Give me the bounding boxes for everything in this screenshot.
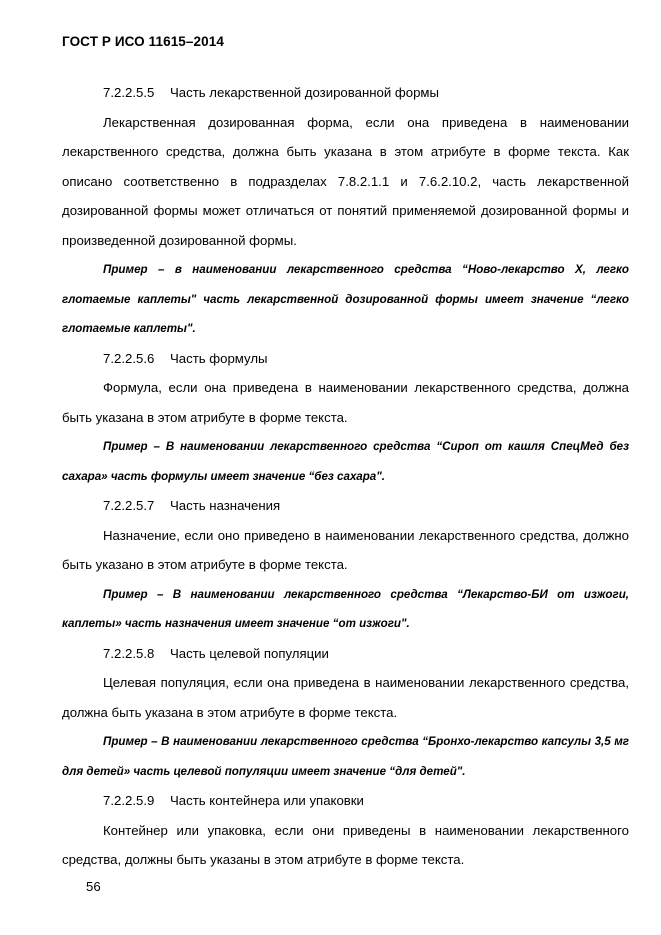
- page-number: 56: [86, 879, 101, 894]
- section-heading: [62, 491, 629, 521]
- section-title: Часть назначения: [170, 498, 281, 513]
- example-note: Пример – в наименовании лекарственного средства “Ново-лекарство X, легко глотаемые каплеты" часть лекарственной дозированной формы имеет значение “легко глотаемые каплеты".: [62, 263, 629, 335]
- section-title: Часть контейнера или упаковки: [170, 793, 364, 808]
- section-number: 7.2.2.5.5: [103, 85, 155, 100]
- section-paragraph: Целевая популяция, если она приведена в наименовании лекарственного средства, должна быть указана в этом атрибуте в форме текста.: [62, 675, 629, 720]
- document-header: ГОСТ Р ИСО 11615–2014: [62, 34, 224, 49]
- example-note: Пример – В наименовании лекарственного средства “Бронхо-лекарство капсулы 3,5 мг для детей» часть целевой популяции имеет значение “для детей".: [62, 735, 629, 778]
- section-heading: [62, 344, 629, 374]
- section-paragraph: Лекарственная дозированная форма, если она приведена в наименовании лекарственного средства, должна быть указана в этом атрибуте в форме текста. Как описано соответственно в подразделах 7.8.2.1.1 и 7.6.2.10.2, часть лекарственной дозированной формы может отличаться от понятий применяемой дозированной формы и произведенной дозированной формы.: [62, 114, 629, 248]
- section-heading: [62, 786, 629, 816]
- section-title: Часть лекарственной дозированной формы: [170, 85, 439, 100]
- section-heading: [62, 639, 629, 669]
- section-heading: [62, 78, 629, 108]
- section-number: 7.2.2.5.6: [103, 350, 155, 366]
- section-title: Часть формулы: [170, 350, 268, 366]
- section-number: 7.2.2.5.8: [103, 645, 155, 661]
- example-note: Пример – В наименовании лекарственного средства “Сироп от кашля СпецМед без сахара» часть формулы имеет значение “без сахара".: [62, 440, 629, 483]
- section-paragraph: Назначение, если оно приведено в наименовании лекарственного средства, должно быть указано в этом атрибуте в форме текста.: [62, 527, 629, 572]
- section-paragraph: Формула, если она приведена в наименовании лекарственного средства, должна быть указана в этом атрибуте в форме текста.: [62, 380, 629, 425]
- document-body: [62, 78, 629, 875]
- section-number: 7.2.2.5.7: [103, 498, 155, 513]
- section-title: Часть целевой популяции: [170, 645, 329, 661]
- section-number: 7.2.2.5.9: [103, 793, 155, 808]
- section-paragraph: Контейнер или упаковка, если они приведены в наименовании лекарственного средства, должны быть указаны в этом атрибуте в форме текста.: [62, 822, 629, 867]
- example-note: Пример – В наименовании лекарственного средства “Лекарство-БИ от изжоги, каплеты» часть назначения имеет значение “от изжоги".: [62, 587, 629, 630]
